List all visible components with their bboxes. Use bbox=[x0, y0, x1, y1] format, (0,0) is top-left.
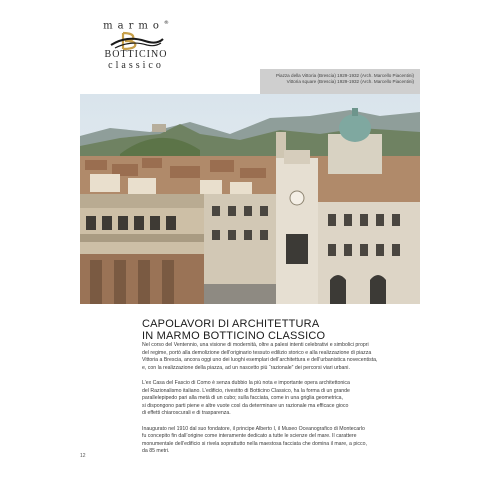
caption-english: Vittoria square (Brescia) 1929-1932 (Arch. Marcello Piacentini) bbox=[286, 79, 414, 84]
heading-line-2: IN MARMO BOTTICINO CLASSICO bbox=[142, 330, 326, 342]
paragraph-piazza-vittoria bbox=[142, 342, 442, 372]
logo-marmo-text: marmo® bbox=[103, 20, 169, 32]
text-line: Nel corso del Ventennio, una visione di modernità, oltre a palesi intenti celebrativi e simbolici propri bbox=[142, 342, 369, 348]
paragraph-museo-oceanografico bbox=[142, 426, 442, 456]
heading-line-1: CAPOLAVORI DI ARCHITETTURA bbox=[142, 318, 320, 330]
page-number: 12 bbox=[80, 453, 86, 459]
paragraph-casa-del-fascio bbox=[142, 380, 442, 418]
piazza-vittoria-photo bbox=[80, 94, 420, 304]
text-line: parallelepipedo pari alla metà di un cubo; sulla facciata, come in una griglia geometrica, bbox=[142, 395, 343, 402]
text-line: e, con la realizzazione della piazza, ad un nascetto più “razionale” dei percorsi viari urbani. bbox=[142, 364, 350, 371]
text-line: monumentale dell’edificio si rivela soprattutto nella maestosa facciata che domina il mare, a picco, bbox=[142, 440, 367, 447]
brand-logo bbox=[100, 20, 172, 71]
text-line: del Razionalismo italiano. L’edificio, rivestito di Botticino Classico, ha la forma di un grande bbox=[142, 387, 350, 394]
photo-caption bbox=[264, 73, 414, 85]
text-line: fu concepito fin dall’origine come interamente dedicato a tutte le scienze del mare. Il carattere bbox=[142, 433, 357, 440]
text-line: Vittoria a Brescia, ancora oggi uno dei luoghi esemplari dell’architettura e dell’urbanistica novecentista, bbox=[142, 357, 378, 364]
text-line: del regime, portò alla demolizione dell’originario tessuto edilizio storico e alla realizzazione di piazza bbox=[142, 349, 372, 356]
text-line: di effetti chiaroscurali e di trasparenza. bbox=[142, 410, 231, 417]
page-heading bbox=[142, 318, 325, 342]
text-line: Inaugurato nel 1910 dal suo fondatore, il principe Alberto I, il Museo Oceanografico di Montecarlo bbox=[142, 425, 365, 432]
logo-botticino-text: BOTTICINO bbox=[104, 49, 168, 61]
botticino-b-emblem-icon bbox=[105, 31, 167, 51]
caption-italian: Piazza della Vittoria (Brescia) 1929-1932 (Arch. Marcello Piacentini) bbox=[275, 73, 414, 78]
text-line: L’ex Casa del Fascio di Como è senza dubbio la più nota e importante opera architettonica bbox=[142, 379, 350, 386]
text-line: da 85 metri. bbox=[142, 448, 170, 455]
article-body bbox=[142, 342, 442, 464]
text-line: si dispongono parti piene e altre vuote così da determinare un razionale ma efficace gioco bbox=[142, 402, 349, 409]
logo-classico-text: classico bbox=[108, 60, 164, 72]
